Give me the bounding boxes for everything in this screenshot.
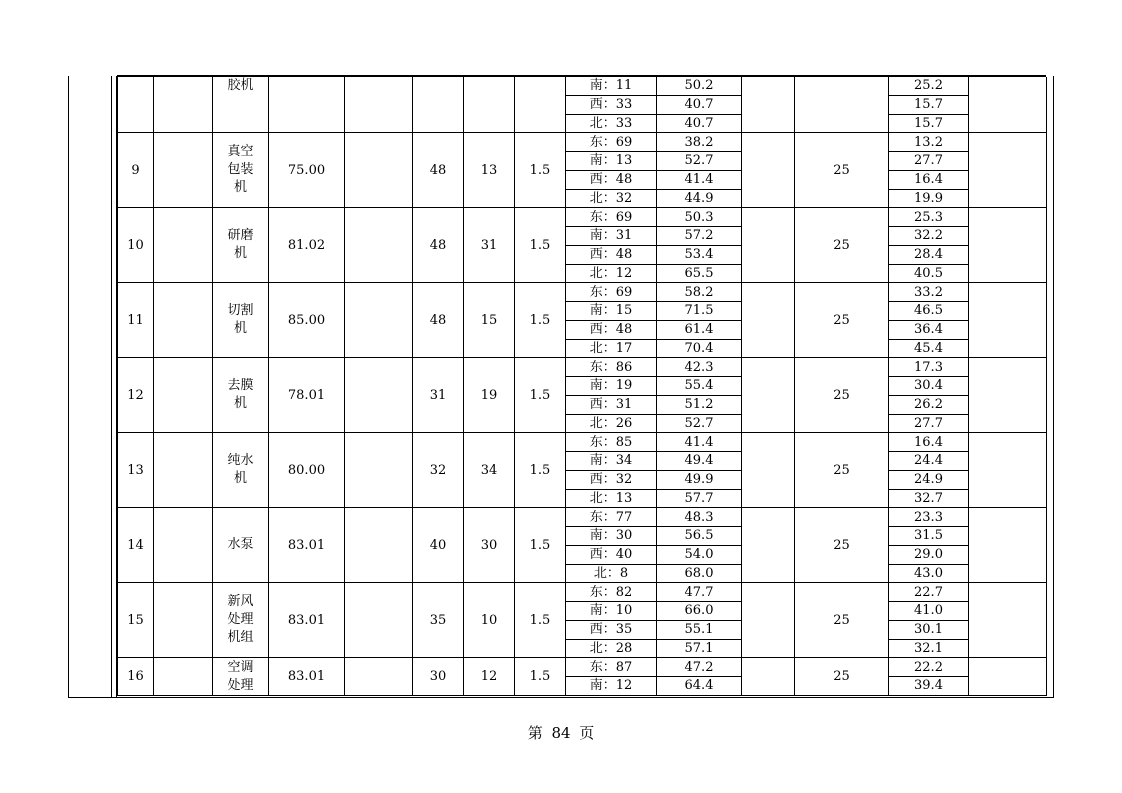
cell-result: 40.5 bbox=[889, 264, 969, 283]
cell-direction: 北：28 bbox=[566, 639, 657, 658]
cell-direction: 北：26 bbox=[566, 414, 657, 433]
cell-a: 32 bbox=[413, 433, 464, 508]
cell-level: 38.2 bbox=[657, 133, 742, 152]
cell-direction: 北：33 bbox=[566, 114, 657, 133]
cell-b bbox=[464, 77, 515, 133]
cell-direction: 北：8 bbox=[566, 564, 657, 583]
cell-b: 30 bbox=[464, 508, 515, 583]
cell-direction: 东：69 bbox=[566, 208, 657, 227]
cell-device-name: 真空 包装 机 bbox=[213, 133, 269, 208]
cell-c: 1.5 bbox=[515, 358, 566, 433]
cell-level: 57.2 bbox=[657, 227, 742, 246]
cell-blank bbox=[154, 583, 213, 658]
cell-level: 70.4 bbox=[657, 339, 742, 358]
table-row bbox=[118, 658, 1047, 677]
cell-direction: 西：32 bbox=[566, 470, 657, 489]
cell-blank bbox=[345, 508, 413, 583]
cell-direction: 东：87 bbox=[566, 658, 657, 677]
cell-blank bbox=[345, 208, 413, 283]
cell-result: 29.0 bbox=[889, 545, 969, 564]
cell-no: 9 bbox=[118, 133, 154, 208]
cell-blank bbox=[742, 508, 795, 583]
cell-result: 25.3 bbox=[889, 208, 969, 227]
cell-result: 32.2 bbox=[889, 227, 969, 246]
cell-result: 17.3 bbox=[889, 358, 969, 377]
cell-blank bbox=[154, 77, 213, 133]
cell-no bbox=[118, 77, 154, 133]
cell-d: 25 bbox=[795, 583, 889, 658]
cell-value: 81.02 bbox=[269, 208, 345, 283]
cell-result: 15.7 bbox=[889, 114, 969, 133]
cell-device-name bbox=[213, 77, 269, 133]
cell-d: 25 bbox=[795, 433, 889, 508]
cell-level: 40.7 bbox=[657, 95, 742, 114]
cell-result: 32.7 bbox=[889, 489, 969, 508]
cell-blank bbox=[345, 583, 413, 658]
cell-direction: 东：69 bbox=[566, 133, 657, 152]
cell-level: 54.0 bbox=[657, 545, 742, 564]
cell-result: 16.4 bbox=[889, 170, 969, 189]
cell-c bbox=[515, 77, 566, 133]
cell-device-name: 去膜 机 bbox=[213, 358, 269, 433]
cell-level: 44.9 bbox=[657, 189, 742, 208]
cell-a bbox=[413, 77, 464, 133]
cell-a: 40 bbox=[413, 508, 464, 583]
cell-result: 24.9 bbox=[889, 470, 969, 489]
cell-level: 56.5 bbox=[657, 527, 742, 546]
cell-a: 48 bbox=[413, 133, 464, 208]
cell-level: 55.4 bbox=[657, 377, 742, 396]
cell-value: 83.01 bbox=[269, 508, 345, 583]
cell-level: 51.2 bbox=[657, 395, 742, 414]
cell-level: 47.2 bbox=[657, 658, 742, 677]
cell-blank bbox=[345, 358, 413, 433]
table-row bbox=[118, 77, 1047, 95]
cell-no: 10 bbox=[118, 208, 154, 283]
cell-blank bbox=[969, 77, 1047, 133]
cell-d: 25 bbox=[795, 658, 889, 696]
cell-d: 25 bbox=[795, 208, 889, 283]
cell-value: 85.00 bbox=[269, 283, 345, 358]
table-row bbox=[118, 208, 1047, 227]
cell-result: 27.7 bbox=[889, 152, 969, 171]
cell-result: 24.4 bbox=[889, 452, 969, 471]
cell-c: 1.5 bbox=[515, 283, 566, 358]
cell-blank bbox=[969, 433, 1047, 508]
cell-direction: 西：31 bbox=[566, 395, 657, 414]
cell-level: 47.7 bbox=[657, 583, 742, 602]
cell-level: 55.1 bbox=[657, 620, 742, 639]
cell-level: 50.2 bbox=[657, 77, 742, 95]
cell-direction: 东：69 bbox=[566, 283, 657, 302]
cell-level: 40.7 bbox=[657, 114, 742, 133]
cell-direction: 西：48 bbox=[566, 320, 657, 339]
table-row bbox=[118, 283, 1047, 302]
cell-direction: 南：12 bbox=[566, 677, 657, 696]
cell-blank bbox=[969, 658, 1047, 696]
cell-device-name: 空调 处理 bbox=[213, 658, 269, 696]
cell-blank bbox=[345, 283, 413, 358]
cell-result: 32.1 bbox=[889, 639, 969, 658]
cell-b: 13 bbox=[464, 133, 515, 208]
cell-result: 27.7 bbox=[889, 414, 969, 433]
cell-d: 25 bbox=[795, 508, 889, 583]
cell-result: 28.4 bbox=[889, 245, 969, 264]
cell-blank bbox=[154, 433, 213, 508]
cell-blank bbox=[969, 583, 1047, 658]
cell-blank bbox=[742, 583, 795, 658]
cell-result: 41.0 bbox=[889, 602, 969, 621]
cell-direction: 东：85 bbox=[566, 433, 657, 452]
cell-level: 49.4 bbox=[657, 452, 742, 471]
noise-calculation-table bbox=[117, 77, 1047, 696]
table-row bbox=[118, 358, 1047, 377]
cell-d bbox=[795, 77, 889, 133]
cell-blank bbox=[154, 208, 213, 283]
cell-result: 30.4 bbox=[889, 377, 969, 396]
cell-result: 39.4 bbox=[889, 677, 969, 696]
cell-direction: 南：19 bbox=[566, 377, 657, 396]
cell-result: 43.0 bbox=[889, 564, 969, 583]
cell-result: 16.4 bbox=[889, 433, 969, 452]
cell-direction: 东：86 bbox=[566, 358, 657, 377]
cell-blank bbox=[742, 433, 795, 508]
cell-result: 19.9 bbox=[889, 189, 969, 208]
cell-b: 12 bbox=[464, 658, 515, 696]
cell-direction: 西：48 bbox=[566, 170, 657, 189]
cell-value: 75.00 bbox=[269, 133, 345, 208]
cell-no: 11 bbox=[118, 283, 154, 358]
cell-level: 41.4 bbox=[657, 170, 742, 189]
cell-result: 25.2 bbox=[889, 77, 969, 95]
cell-result: 45.4 bbox=[889, 339, 969, 358]
cell-direction: 南：11 bbox=[566, 77, 657, 95]
cell-a: 31 bbox=[413, 358, 464, 433]
cell-level: 57.7 bbox=[657, 489, 742, 508]
cell-direction: 南：34 bbox=[566, 452, 657, 471]
cell-value bbox=[269, 77, 345, 133]
cell-c: 1.5 bbox=[515, 433, 566, 508]
cell-blank bbox=[969, 358, 1047, 433]
cell-blank bbox=[345, 658, 413, 696]
cell-direction: 南：10 bbox=[566, 602, 657, 621]
cell-direction: 南：30 bbox=[566, 527, 657, 546]
cell-direction: 西：35 bbox=[566, 620, 657, 639]
cell-result: 46.5 bbox=[889, 302, 969, 321]
cell-blank bbox=[742, 133, 795, 208]
cell-device-name: 切割 机 bbox=[213, 283, 269, 358]
cell-a: 35 bbox=[413, 583, 464, 658]
cell-level: 49.9 bbox=[657, 470, 742, 489]
cell-blank bbox=[742, 283, 795, 358]
cell-direction: 西：40 bbox=[566, 545, 657, 564]
cell-direction: 北：12 bbox=[566, 264, 657, 283]
cell-level: 61.4 bbox=[657, 320, 742, 339]
cell-blank bbox=[969, 208, 1047, 283]
cell-blank bbox=[742, 208, 795, 283]
cell-device-name: 纯水 机 bbox=[213, 433, 269, 508]
cell-blank bbox=[742, 658, 795, 696]
cell-result: 13.2 bbox=[889, 133, 969, 152]
cell-no: 13 bbox=[118, 433, 154, 508]
cell-level: 53.4 bbox=[657, 245, 742, 264]
cell-value: 83.01 bbox=[269, 583, 345, 658]
cell-level: 41.4 bbox=[657, 433, 742, 452]
cell-b: 10 bbox=[464, 583, 515, 658]
cell-no: 12 bbox=[118, 358, 154, 433]
cell-level: 52.7 bbox=[657, 152, 742, 171]
table-row bbox=[118, 508, 1047, 527]
cell-direction: 东：82 bbox=[566, 583, 657, 602]
cell-direction: 南：13 bbox=[566, 152, 657, 171]
cell-d: 25 bbox=[795, 358, 889, 433]
cell-blank bbox=[742, 358, 795, 433]
cell-level: 48.3 bbox=[657, 508, 742, 527]
cell-device-name: 新风 处理 机组 bbox=[213, 583, 269, 658]
cell-device-name: 水泵 bbox=[213, 508, 269, 583]
cell-result: 15.7 bbox=[889, 95, 969, 114]
cell-result: 36.4 bbox=[889, 320, 969, 339]
cell-level: 42.3 bbox=[657, 358, 742, 377]
cell-blank bbox=[969, 508, 1047, 583]
cell-value: 80.00 bbox=[269, 433, 345, 508]
cell-d: 25 bbox=[795, 133, 889, 208]
cell-a: 30 bbox=[413, 658, 464, 696]
cell-result: 33.2 bbox=[889, 283, 969, 302]
cell-a: 48 bbox=[413, 208, 464, 283]
cell-level: 57.1 bbox=[657, 639, 742, 658]
table-row bbox=[118, 433, 1047, 452]
cell-level: 71.5 bbox=[657, 302, 742, 321]
cell-blank bbox=[154, 508, 213, 583]
cell-c: 1.5 bbox=[515, 133, 566, 208]
cell-blank bbox=[345, 133, 413, 208]
cell-result: 30.1 bbox=[889, 620, 969, 639]
cell-blank bbox=[154, 133, 213, 208]
cell-direction: 西：48 bbox=[566, 245, 657, 264]
table-row bbox=[118, 133, 1047, 152]
cell-direction: 南：15 bbox=[566, 302, 657, 321]
cell-c: 1.5 bbox=[515, 208, 566, 283]
cell-level: 66.0 bbox=[657, 602, 742, 621]
cell-level: 65.5 bbox=[657, 264, 742, 283]
cell-result: 23.3 bbox=[889, 508, 969, 527]
cell-result: 31.5 bbox=[889, 527, 969, 546]
cell-blank bbox=[345, 433, 413, 508]
cell-direction: 西：33 bbox=[566, 95, 657, 114]
cell-level: 52.7 bbox=[657, 414, 742, 433]
cell-result: 22.2 bbox=[889, 658, 969, 677]
cell-device-name: 研磨 机 bbox=[213, 208, 269, 283]
cell-blank bbox=[154, 658, 213, 696]
cell-result: 22.7 bbox=[889, 583, 969, 602]
cell-value: 83.01 bbox=[269, 658, 345, 696]
cell-result: 26.2 bbox=[889, 395, 969, 414]
cell-level: 50.3 bbox=[657, 208, 742, 227]
cell-c: 1.5 bbox=[515, 658, 566, 696]
cell-b: 31 bbox=[464, 208, 515, 283]
cell-blank bbox=[742, 77, 795, 133]
cell-value: 78.01 bbox=[269, 358, 345, 433]
cell-b: 19 bbox=[464, 358, 515, 433]
cell-d: 25 bbox=[795, 283, 889, 358]
cell-direction: 北：17 bbox=[566, 339, 657, 358]
cell-b: 15 bbox=[464, 283, 515, 358]
cell-level: 58.2 bbox=[657, 283, 742, 302]
table-row bbox=[118, 583, 1047, 602]
cell-no: 16 bbox=[118, 658, 154, 696]
cell-direction: 北：13 bbox=[566, 489, 657, 508]
cell-blank bbox=[154, 358, 213, 433]
cell-b: 34 bbox=[464, 433, 515, 508]
cell-level: 68.0 bbox=[657, 564, 742, 583]
page-number: 第 84 页 bbox=[527, 724, 595, 742]
table-body bbox=[118, 77, 1047, 695]
cell-direction: 东：77 bbox=[566, 508, 657, 527]
cell-c: 1.5 bbox=[515, 583, 566, 658]
cell-blank bbox=[345, 77, 413, 133]
cell-direction: 南：31 bbox=[566, 227, 657, 246]
device-name-text: 胶机 bbox=[227, 78, 254, 93]
cell-direction: 北：32 bbox=[566, 189, 657, 208]
cell-blank bbox=[969, 133, 1047, 208]
cell-no: 14 bbox=[118, 508, 154, 583]
cell-a: 48 bbox=[413, 283, 464, 358]
cell-blank bbox=[969, 283, 1047, 358]
cell-no: 15 bbox=[118, 583, 154, 658]
cell-blank bbox=[154, 283, 213, 358]
cell-level: 64.4 bbox=[657, 677, 742, 696]
cell-c: 1.5 bbox=[515, 508, 566, 583]
